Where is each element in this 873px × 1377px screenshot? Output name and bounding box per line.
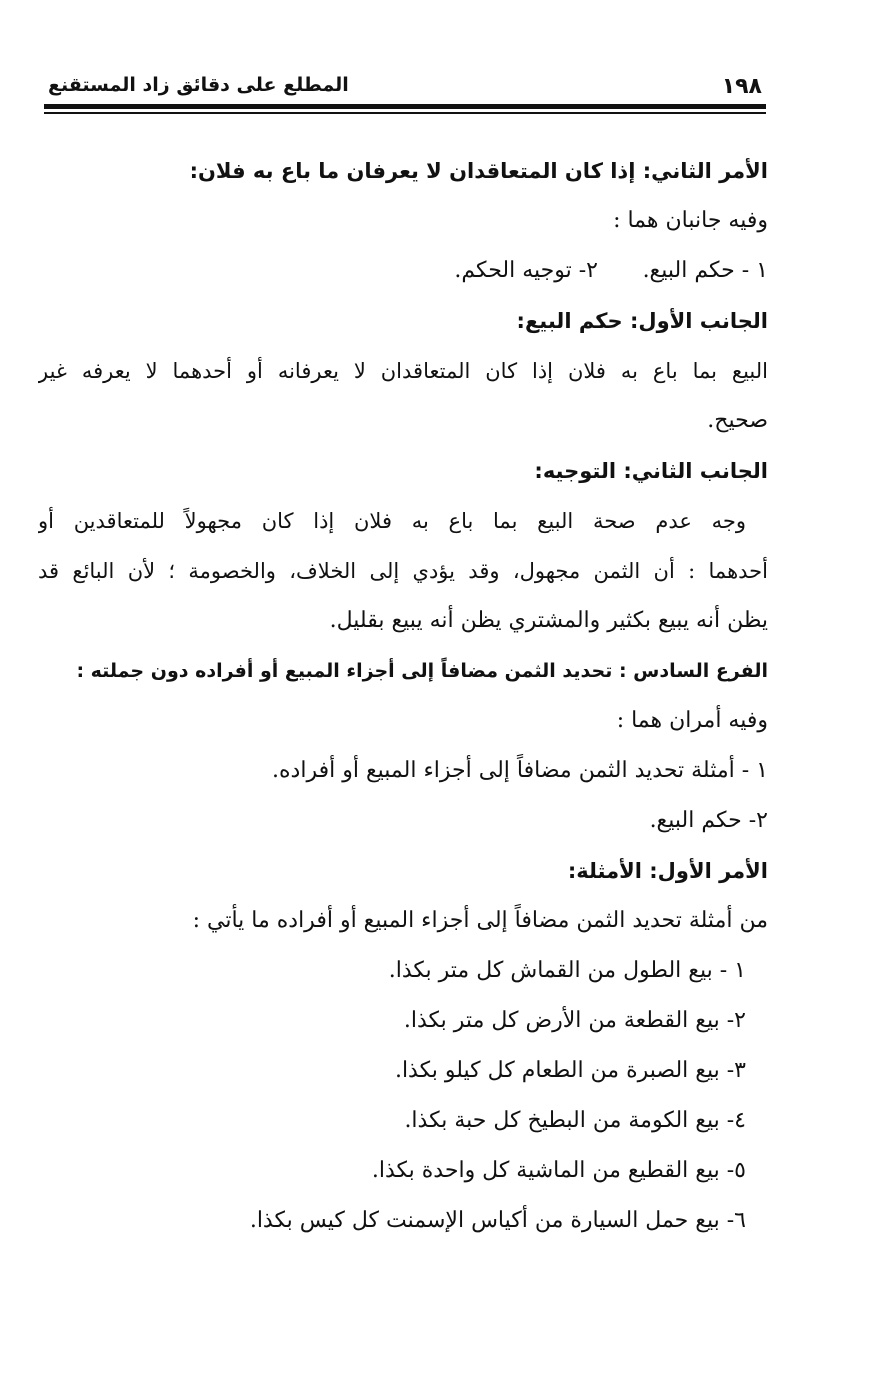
- running-title: المطلع على دقائق زاد المستقنع: [48, 74, 349, 96]
- heading-amr-awwal: الأمر الأول: الأمثلة:: [567, 859, 768, 883]
- list-item-hukm-2: ٢- حكم البيع.: [649, 808, 768, 833]
- paragraph-amran: وفيه أمران هما :: [616, 708, 768, 733]
- example-item: ١ - بيع الطول من القماش كل متر بكذا.: [388, 958, 746, 983]
- paragraph-wajh-line-1: وجه عدم صحة البيع بما باع به فلان إذا كان مجهولاً للمتعاقدين أو: [38, 509, 746, 533]
- paragraph-bay-line-1: البيع بما باع به فلان إذا كان المتعاقدان لا يعرفانه أو أحدهما لا يعرفه غير: [38, 359, 768, 383]
- paragraph-min-amthila: من أمثلة تحديد الثمن مضافاً إلى أجزاء المبيع أو أفراده ما يأتي :: [192, 908, 768, 933]
- example-item: ٤- بيع الكومة من البطيخ كل حبة بكذا.: [404, 1108, 746, 1133]
- header-rule-thick: [44, 104, 766, 109]
- page-header: [44, 60, 766, 100]
- heading-janib-awwal: الجانب الأول: حكم البيع:: [516, 309, 768, 333]
- paragraph-bay-line-2: صحيح.: [707, 408, 768, 433]
- list-item-amthila: ١ - أمثلة تحديد الثمن مضافاً إلى أجزاء المبيع أو أفراده.: [272, 758, 768, 783]
- list-two-columns: [38, 246, 768, 296]
- list-item-tawjih: ٢- توجيه الحكم.: [454, 258, 598, 283]
- heading-janib-thani: الجانب الثاني: التوجيه:: [534, 459, 768, 483]
- example-item: ٥- بيع القطيع من الماشية كل واحدة بكذا.: [371, 1158, 746, 1183]
- heading-amr-thani: الأمر الثاني: إذا كان المتعاقدان لا يعرفان ما باع به فلان:: [189, 159, 768, 183]
- example-item: ٢- بيع القطعة من الأرض كل متر بكذا.: [403, 1008, 746, 1033]
- list-item-hukm: ١ - حكم البيع.: [642, 258, 768, 283]
- paragraph-wajh-line-2: أحدهما : أن الثمن مجهول، وقد يؤدي إلى الخلاف، والخصومة ؛ لأن البائع قد: [38, 559, 768, 583]
- paragraph-janiban: وفيه جانبان هما :: [613, 208, 768, 233]
- page-body: [38, 146, 768, 1246]
- heading-far-sadis: الفرع السادس : تحديد الثمن مضافاً إلى أجزاء المبيع أو أفراده دون جملته :: [76, 660, 768, 682]
- example-item: ٦- بيع حمل السيارة من أكياس الإسمنت كل كيس بكذا.: [249, 1208, 746, 1233]
- paragraph-wajh-line-3: يظن أنه يبيع بكثير والمشتري يظن أنه يبيع بقليل.: [329, 608, 768, 633]
- page-number: ١٩٨: [721, 74, 762, 99]
- example-item: ٣- بيع الصبرة من الطعام كل كيلو بكذا.: [394, 1058, 746, 1083]
- header-rule-thin: [44, 112, 766, 114]
